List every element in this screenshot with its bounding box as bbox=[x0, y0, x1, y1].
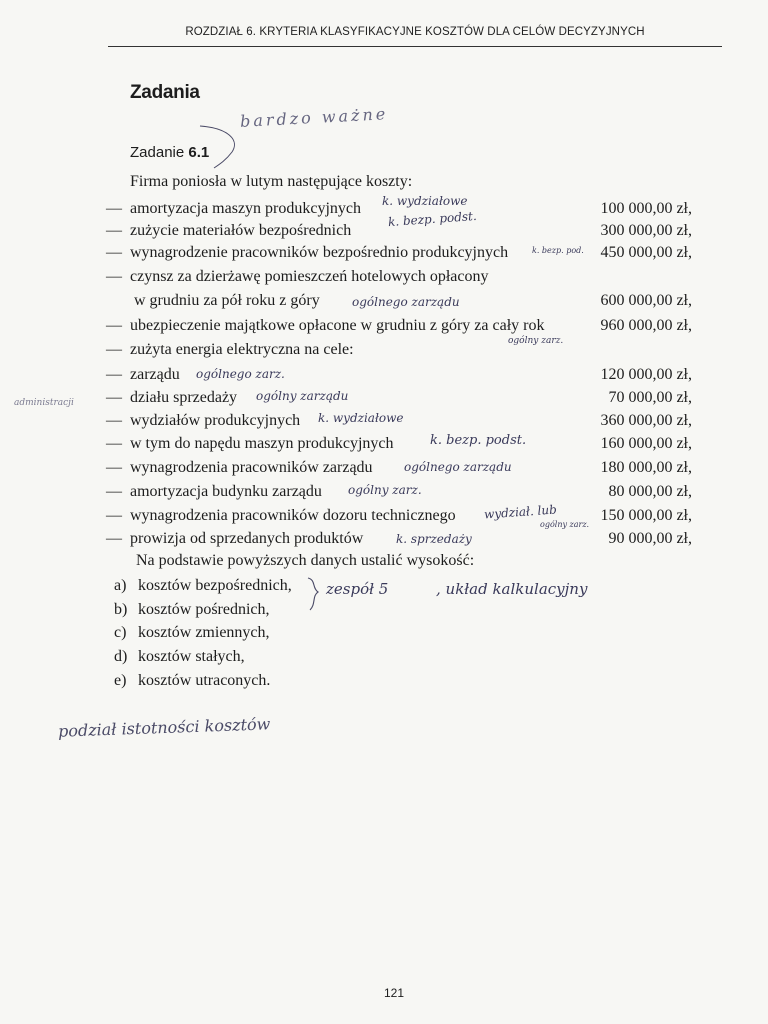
cost-item-label: amortyzacja maszyn produkcyjnych bbox=[130, 200, 362, 217]
note-bottom: podział istotności kosztów bbox=[57, 714, 271, 741]
list-dash: — bbox=[106, 268, 122, 285]
note-row-14: wydział. lub bbox=[483, 502, 558, 522]
question-text: kosztów zmiennych, bbox=[138, 624, 270, 641]
note-row-14b: ogólny zarz. bbox=[540, 520, 590, 529]
note-row-13: ogólny zarz. bbox=[348, 483, 422, 497]
page-number: 121 bbox=[383, 986, 405, 1000]
cost-item bbox=[0, 290, 768, 312]
cost-item-amount: 450 000,00 zł, bbox=[600, 244, 692, 261]
cost-item-label: wynagrodzenie pracowników bezpośrednio produkcyjnych bbox=[130, 244, 509, 261]
list-dash: — bbox=[106, 412, 122, 429]
note-row-12: ogólnego zarządu bbox=[404, 460, 512, 474]
question-text: kosztów pośrednich, bbox=[138, 601, 270, 618]
note-row-15: k. sprzedaży bbox=[396, 532, 472, 546]
cost-item bbox=[0, 387, 768, 409]
note-row-3: k. bezp. pod. bbox=[532, 246, 584, 255]
cost-item-label: amortyzacja budynku zarządu bbox=[130, 483, 322, 500]
cost-item-label: ubezpieczenie majątkowe opłacone w grudniu z góry za cały rok bbox=[130, 317, 545, 334]
cost-item-amount: 80 000,00 zł, bbox=[608, 483, 692, 500]
list-dash: — bbox=[106, 507, 122, 524]
note-row-9: ogólny zarządu bbox=[256, 389, 349, 403]
cost-item bbox=[0, 410, 768, 432]
list-dash: — bbox=[106, 317, 122, 334]
cost-item bbox=[0, 220, 768, 242]
question-text: kosztów stałych, bbox=[138, 648, 245, 665]
note-row-10: k. wydziałowe bbox=[318, 411, 404, 425]
cost-item-label: wydziałów produkcyjnych bbox=[130, 412, 301, 429]
cost-item-amount: 300 000,00 zł, bbox=[600, 222, 692, 239]
cost-item-amount: 70 000,00 zł, bbox=[608, 389, 692, 406]
task-label: Zadanie bbox=[130, 144, 185, 161]
question-letter: d) bbox=[114, 648, 128, 665]
task-title bbox=[130, 144, 209, 161]
header-rule bbox=[108, 46, 722, 47]
note-row-2: k. bezp. podst. bbox=[387, 208, 478, 230]
cost-item bbox=[0, 315, 768, 337]
cost-item-label: w tym do napędu maszyn produkcyjnych bbox=[130, 435, 394, 452]
cost-item bbox=[0, 198, 768, 220]
cost-item-label: zużycie materiałów bezpośrednich bbox=[130, 222, 352, 239]
cost-item bbox=[0, 505, 768, 527]
cost-item bbox=[0, 266, 768, 288]
cost-item bbox=[0, 242, 768, 264]
question-text: Na podstawie powyższych danych ustalić wysokość: bbox=[136, 552, 475, 569]
section-title: Zadania bbox=[130, 82, 200, 103]
question-letter: c) bbox=[114, 624, 127, 641]
cost-item bbox=[0, 364, 768, 386]
task-number: 6.1 bbox=[188, 144, 210, 161]
note-row-11: k. bezp. podst. bbox=[430, 433, 527, 448]
question-item bbox=[114, 622, 270, 644]
question-item bbox=[114, 575, 292, 597]
list-dash: — bbox=[106, 222, 122, 239]
cost-item-amount: 600 000,00 zł, bbox=[600, 292, 692, 309]
cost-item-label: działu sprzedaży bbox=[130, 389, 238, 406]
running-head: ROZDZIAŁ 6. KRYTERIA KLASYFIKACYJNE KOSZTÓW DLA CELÓW DECYZYJNYCH bbox=[185, 26, 645, 38]
list-dash: — bbox=[106, 341, 122, 358]
cost-item bbox=[0, 481, 768, 503]
cost-item-amount: 100 000,00 zł, bbox=[600, 200, 692, 217]
question-item bbox=[114, 646, 245, 668]
cost-item-label: wynagrodzenia pracowników zarządu bbox=[130, 459, 373, 476]
note-brace-1: zespół 5 bbox=[326, 580, 389, 598]
cost-item-amount: 960 000,00 zł, bbox=[600, 317, 692, 334]
cost-item-label: wynagrodzenia pracowników dozoru technicznego bbox=[130, 507, 456, 524]
brace-stroke bbox=[308, 578, 318, 610]
list-dash: — bbox=[106, 483, 122, 500]
cost-item-label: prowizja od sprzedanych produktów bbox=[130, 530, 364, 547]
cost-item-amount: 360 000,00 zł, bbox=[600, 412, 692, 429]
note-brace-2: , układ kalkulacyjny bbox=[436, 580, 588, 598]
cost-item bbox=[0, 433, 768, 455]
list-dash: — bbox=[106, 200, 122, 217]
question-text: kosztów bezpośrednich, bbox=[138, 577, 292, 594]
note-row-6: ogólny zarz. bbox=[508, 336, 564, 346]
list-dash: — bbox=[106, 435, 122, 452]
cost-item-amount: 180 000,00 zł, bbox=[600, 459, 692, 476]
cost-item-label: zużyta energia elektryczna na cele: bbox=[130, 341, 354, 358]
cost-item-amount: 150 000,00 zł, bbox=[600, 507, 692, 524]
cost-item bbox=[0, 528, 768, 550]
note-row-8: ogólnego zarz. bbox=[196, 367, 285, 381]
list-dash: — bbox=[106, 244, 122, 261]
question-item bbox=[114, 670, 270, 692]
note-row-5: ogólnego zarządu bbox=[352, 295, 460, 309]
question-letter: b) bbox=[114, 601, 128, 618]
question-item bbox=[114, 599, 270, 621]
list-dash: — bbox=[106, 530, 122, 547]
list-dash: — bbox=[106, 389, 122, 406]
task-intro: Firma poniosła w lutym następujące koszty: bbox=[130, 173, 413, 190]
cost-item bbox=[0, 339, 768, 361]
note-very-important: bardzo ważne bbox=[239, 104, 389, 131]
cost-item-label: w grudniu za pół roku z góry bbox=[134, 292, 320, 309]
note-row-1: k. wydziałowe bbox=[382, 194, 468, 208]
question-letter: e) bbox=[114, 672, 127, 689]
note-left-margin: administracji bbox=[14, 398, 74, 408]
cost-item-amount: 160 000,00 zł, bbox=[600, 435, 692, 452]
cost-item-label: czynsz za dzierżawę pomieszczeń hotelowych opłacony bbox=[130, 268, 489, 285]
question-letter: a) bbox=[114, 577, 127, 594]
cost-item-amount: 120 000,00 zł, bbox=[600, 366, 692, 383]
cost-item-label: zarządu bbox=[130, 366, 180, 383]
cost-item-amount: 90 000,00 zł, bbox=[608, 530, 692, 547]
list-dash: — bbox=[106, 366, 122, 383]
cost-item bbox=[0, 457, 768, 479]
list-dash: — bbox=[106, 459, 122, 476]
question-text: kosztów utraconych. bbox=[138, 672, 271, 689]
